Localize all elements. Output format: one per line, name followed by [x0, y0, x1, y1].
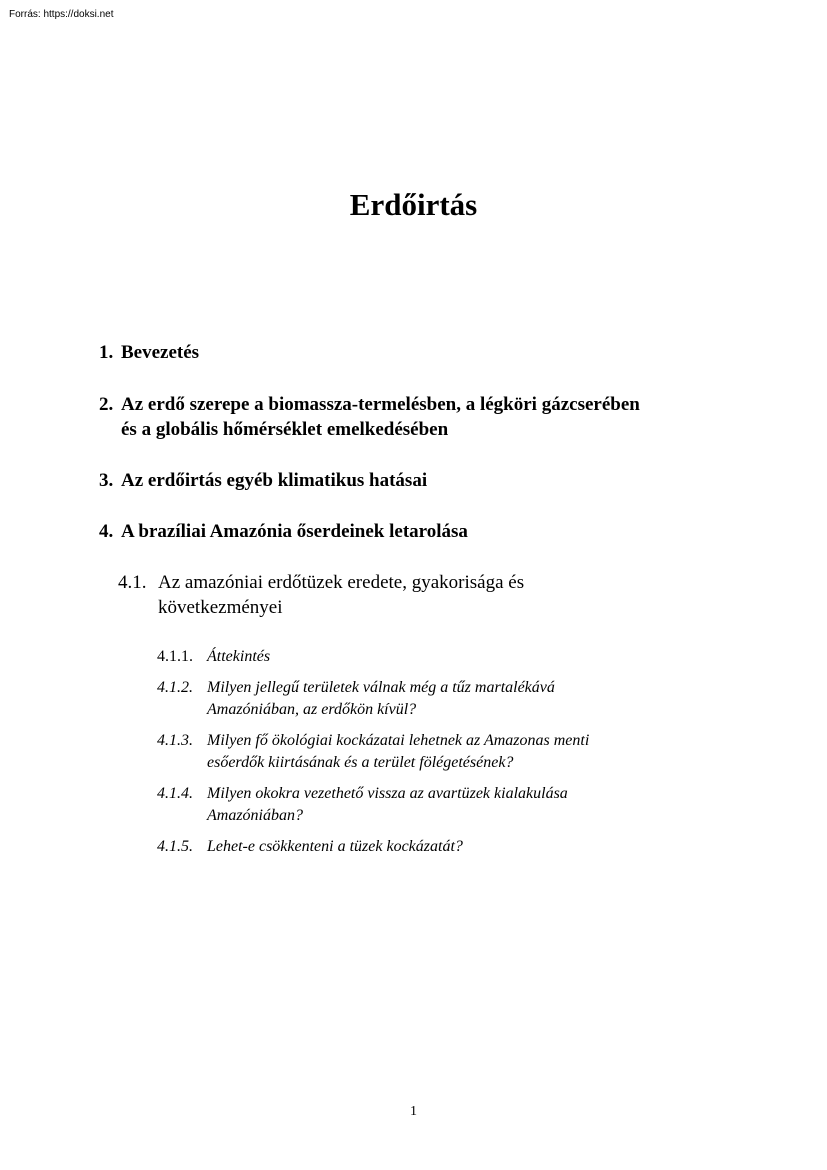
- source-note: Forrás: https://doksi.net: [9, 9, 114, 20]
- toc-number: 2.: [99, 394, 114, 415]
- toc-number: 4.1.: [118, 572, 147, 593]
- toc-number: 4.1.4.: [157, 785, 193, 802]
- toc-text: Lehet-e csökkenteni a tüzek kockázatát?: [207, 838, 463, 855]
- toc-item-4-1: [118, 570, 638, 620]
- toc-text-continuation: és a globális hőmérséklet emelkedésében: [121, 419, 449, 440]
- toc-text: Az amazóniai erdőtüzek eredete, gyakorisága és: [158, 572, 525, 593]
- toc-text: A brazíliai Amazónia őserdeinek letarolása: [121, 521, 468, 542]
- toc-item-4-1-2: [157, 677, 717, 721]
- toc-number: 4.1.3.: [157, 732, 193, 749]
- toc-text: Milyen okokra vezethető vissza az avartüzek kialakulása: [207, 785, 568, 802]
- toc-text: Az erdő szerepe a biomassza-termelésben, a légköri gázcserében: [121, 394, 640, 415]
- toc-item-4-1-4: [157, 783, 717, 827]
- toc-item-4: [99, 519, 759, 544]
- toc-text-continuation: Amazóniában, az erdőkön kívül?: [207, 701, 417, 718]
- page-number: 1: [410, 1104, 417, 1119]
- toc-number: 4.1.5.: [157, 838, 193, 855]
- toc-text: Milyen jellegű területek válnak még a tűz martalékává: [207, 679, 555, 696]
- toc-number: 4.1.1.: [157, 648, 193, 665]
- toc-text: Bevezetés: [121, 342, 200, 363]
- toc-text: Áttekintés: [207, 648, 271, 665]
- toc-item-4-1-5: [157, 836, 717, 858]
- toc-text-continuation: következményei: [158, 597, 283, 618]
- toc-number: 3.: [99, 470, 114, 491]
- toc-item-4-1-3: [157, 730, 717, 774]
- toc-text-continuation: esőerdők kiirtásának és a terület fölégetésének?: [207, 754, 514, 771]
- toc-item-1: [99, 340, 759, 365]
- toc-item-4-1-1: [157, 646, 717, 668]
- toc-item-2: [99, 392, 759, 442]
- toc-number: 1.: [99, 342, 114, 363]
- toc-number: 4.1.2.: [157, 679, 193, 696]
- toc-number: 4.: [99, 521, 114, 542]
- toc-text: Az erdőirtás egyéb klimatikus hatásai: [121, 470, 428, 491]
- toc-text: Milyen fő ökológiai kockázatai lehetnek az Amazonas menti: [207, 732, 590, 749]
- toc-item-3: [99, 468, 759, 493]
- toc-text-continuation: Amazóniában?: [207, 807, 303, 824]
- document-title: Erdőirtás: [349, 187, 478, 222]
